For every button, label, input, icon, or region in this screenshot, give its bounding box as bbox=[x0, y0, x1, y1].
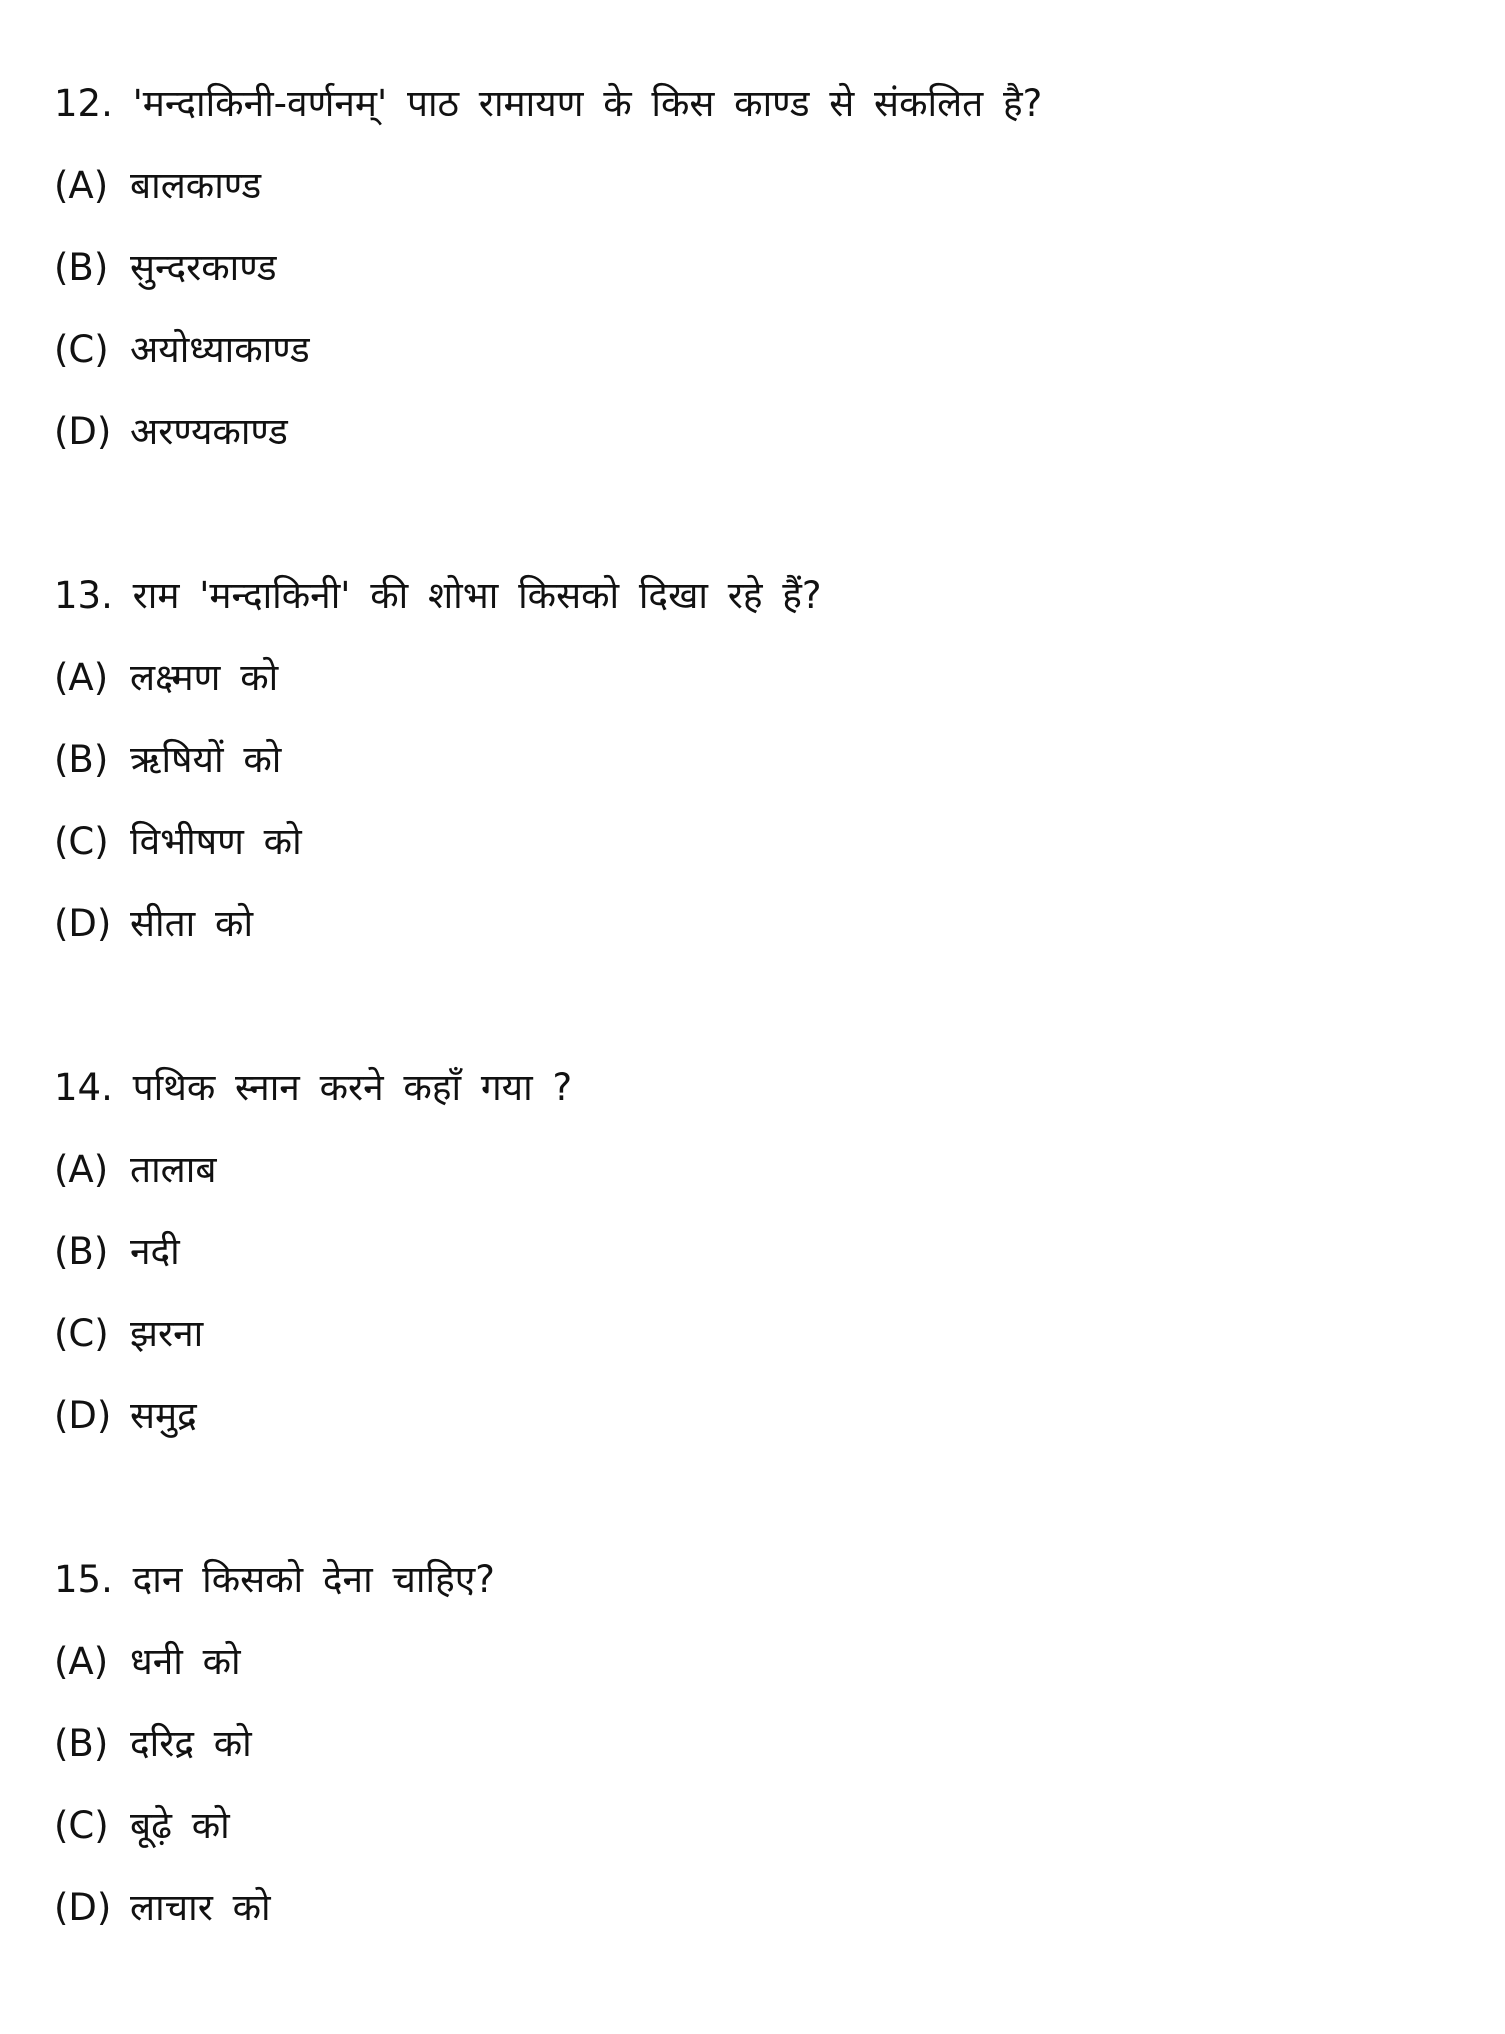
option-c[interactable] bbox=[54, 309, 1454, 391]
question-stem bbox=[54, 1539, 1454, 1621]
option-b[interactable] bbox=[54, 1211, 1454, 1293]
question-stem bbox=[54, 63, 1454, 145]
question-stem bbox=[54, 1047, 1454, 1129]
question-stem bbox=[54, 555, 1454, 637]
option-b[interactable] bbox=[54, 1703, 1454, 1785]
question-14 bbox=[54, 1047, 1454, 1457]
question-number: 12. bbox=[54, 82, 113, 125]
option-text: लक्ष्मण को bbox=[130, 656, 279, 699]
option-key: (B) bbox=[54, 738, 109, 781]
option-a[interactable] bbox=[54, 1621, 1454, 1703]
option-a[interactable] bbox=[54, 637, 1454, 719]
option-text: लाचार को bbox=[130, 1886, 271, 1929]
question-number: 13. bbox=[54, 574, 113, 617]
option-key: (C) bbox=[54, 1312, 109, 1355]
question-text: राम 'मन्दाकिनी' की शोभा किसको दिखा रहे हैं? bbox=[132, 574, 822, 617]
question-number: 14. bbox=[54, 1066, 113, 1109]
option-key: (A) bbox=[54, 164, 109, 207]
option-key: (C) bbox=[54, 328, 109, 371]
option-c[interactable] bbox=[54, 1785, 1454, 1867]
option-key: (C) bbox=[54, 820, 109, 863]
option-key: (C) bbox=[54, 1804, 109, 1847]
option-d[interactable] bbox=[54, 1375, 1454, 1457]
option-text: झरना bbox=[130, 1312, 204, 1355]
option-text: विभीषण को bbox=[130, 820, 302, 863]
question-number: 15. bbox=[54, 1558, 113, 1601]
option-key: (D) bbox=[54, 1394, 112, 1437]
option-d[interactable] bbox=[54, 883, 1454, 965]
option-text: धनी को bbox=[130, 1640, 241, 1683]
option-text: बूढ़े को bbox=[130, 1804, 230, 1847]
option-c[interactable] bbox=[54, 801, 1454, 883]
question-text: 'मन्दाकिनी-वर्णनम्' पाठ रामायण के किस काण्ड से संकलित है? bbox=[132, 82, 1043, 125]
option-text: सुन्दरकाण्ड bbox=[130, 246, 277, 289]
question-15 bbox=[54, 1539, 1454, 1949]
option-a[interactable] bbox=[54, 145, 1454, 227]
question-13 bbox=[54, 555, 1454, 965]
option-d[interactable] bbox=[54, 1867, 1454, 1949]
question-text: पथिक स्नान करने कहाँ गया ? bbox=[132, 1066, 573, 1109]
question-12 bbox=[54, 63, 1454, 473]
option-key: (D) bbox=[54, 410, 112, 453]
option-text: अरण्यकाण्ड bbox=[130, 410, 288, 453]
option-c[interactable] bbox=[54, 1293, 1454, 1375]
option-text: सीता को bbox=[130, 902, 254, 945]
option-text: नदी bbox=[130, 1230, 180, 1273]
option-key: (B) bbox=[54, 1230, 109, 1273]
option-text: दरिद्र को bbox=[130, 1722, 252, 1765]
option-text: अयोध्याकाण्ड bbox=[130, 328, 310, 371]
option-key: (D) bbox=[54, 902, 112, 945]
option-text: समुद्र bbox=[130, 1394, 197, 1437]
option-text: ऋषियों को bbox=[130, 738, 282, 781]
option-key: (A) bbox=[54, 1148, 109, 1191]
option-b[interactable] bbox=[54, 719, 1454, 801]
option-key: (A) bbox=[54, 1640, 109, 1683]
option-text: बालकाण्ड bbox=[130, 164, 262, 207]
question-text: दान किसको देना चाहिए? bbox=[132, 1558, 495, 1601]
option-a[interactable] bbox=[54, 1129, 1454, 1211]
option-key: (D) bbox=[54, 1886, 112, 1929]
option-key: (B) bbox=[54, 246, 109, 289]
option-text: तालाब bbox=[130, 1148, 217, 1191]
option-key: (A) bbox=[54, 656, 109, 699]
option-b[interactable] bbox=[54, 227, 1454, 309]
option-d[interactable] bbox=[54, 391, 1454, 473]
option-key: (B) bbox=[54, 1722, 109, 1765]
